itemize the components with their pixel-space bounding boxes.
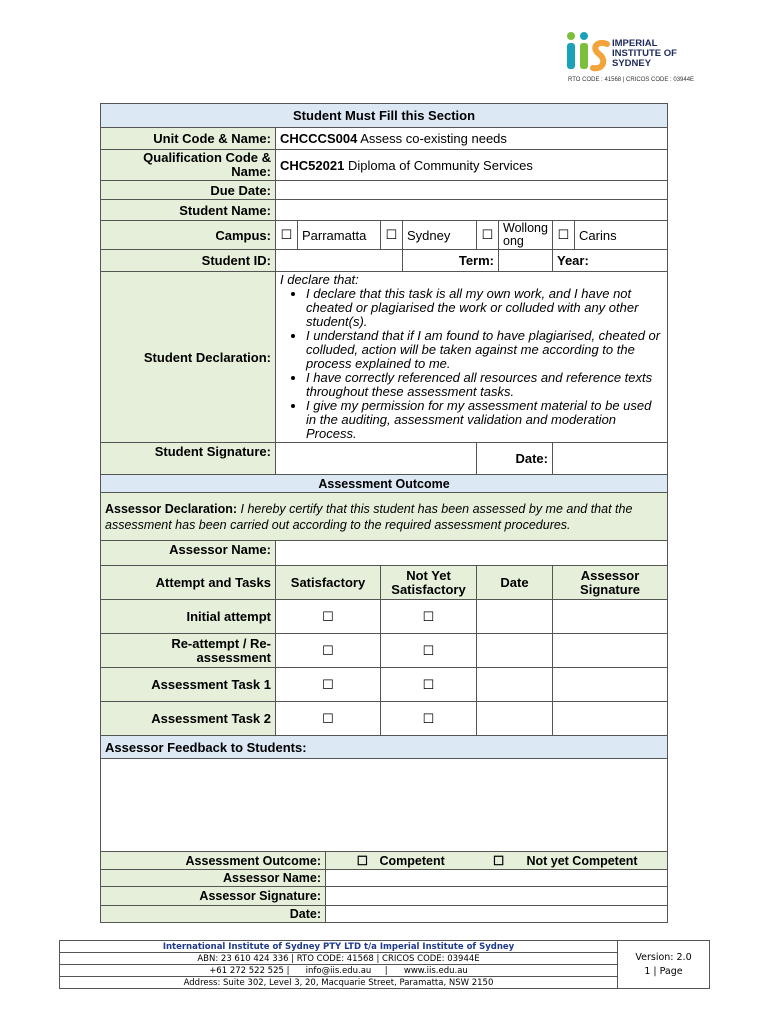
- qualification-value: [276, 150, 668, 181]
- student-id-label: Student ID:: [101, 250, 276, 272]
- unit-label: Unit Code & Name:: [101, 128, 276, 150]
- logo-codes: RTO CODE : 41568 | CRICOS CODE : 03944E: [568, 77, 695, 83]
- satisfactory-checkbox[interactable]: ☐: [276, 668, 381, 702]
- due-date-field[interactable]: [276, 181, 668, 200]
- campus-label: Campus:: [101, 221, 276, 250]
- assessor-name-label: Assessor Name:: [101, 541, 276, 566]
- attempt-signature-field[interactable]: [553, 668, 668, 702]
- attempt-tasks-header: Attempt and Tasks: [101, 566, 276, 600]
- declaration-intro: I declare that:: [280, 272, 359, 287]
- attempt-row-task-1: [101, 668, 668, 702]
- attempt-row-reattempt: [101, 634, 668, 668]
- attempt-row-label: Initial attempt: [101, 600, 276, 634]
- year-label: Year:: [557, 253, 589, 268]
- attempt-row-label: Re-attempt / Re-assessment: [101, 634, 276, 668]
- signature-date-label: Date:: [477, 443, 553, 475]
- unit-code: CHCCCS004: [280, 131, 358, 146]
- footer-abn: ABN: 23 610 424 336 | RTO CODE: 41568 | CRICOS CODE: 03944E: [60, 953, 618, 965]
- logo-line-2: INSTITUTE OF: [612, 48, 677, 59]
- student-signature-label: Student Signature:: [101, 443, 276, 475]
- student-form-table: [100, 103, 668, 855]
- due-date-label: Due Date:: [101, 181, 276, 200]
- attempt-row-label: Assessment Task 2: [101, 702, 276, 736]
- footer-address: Address: Suite 302, Level 3, 20, Macquarie Street, Paramatta, NSW 2150: [60, 977, 618, 989]
- attempt-signature-field[interactable]: [553, 702, 668, 736]
- footer-version: Version: 2.0: [635, 951, 692, 963]
- attempt-signature-field[interactable]: [553, 600, 668, 634]
- campus-sydney-label: Sydney: [403, 221, 477, 250]
- not-yet-satisfactory-checkbox[interactable]: ☐: [381, 634, 477, 668]
- form-title: Student Must Fill this Section: [101, 104, 668, 128]
- date-header: Date: [477, 566, 553, 600]
- unit-value: [276, 128, 668, 150]
- final-outcome-options: [326, 852, 668, 870]
- campus-wollongong-label: Wollongong: [499, 221, 553, 250]
- declaration-list: [280, 287, 663, 441]
- campus-carins-label: Carins: [575, 221, 668, 250]
- attempt-date-field[interactable]: [477, 634, 553, 668]
- attempt-signature-field[interactable]: [553, 634, 668, 668]
- student-name-field[interactable]: [276, 200, 668, 221]
- campus-parramatta-checkbox[interactable]: ☐: [276, 221, 298, 250]
- assessor-declaration-text: I hereby certify that this student has been assessed by me and that the assessment has been carried out according to the required assessment procedures.: [105, 501, 633, 532]
- final-assessor-name-field[interactable]: [326, 870, 668, 887]
- student-signature-field[interactable]: [276, 443, 477, 475]
- attempt-row-label: Assessment Task 1: [101, 668, 276, 702]
- signature-date-field[interactable]: [553, 443, 668, 475]
- declaration-item: • I declare that this task is all my own work, and I have not cheated or plagiarised the work or colluded with any other student(s).: [306, 287, 663, 329]
- satisfactory-checkbox[interactable]: ☐: [276, 702, 381, 736]
- assessor-name-field[interactable]: [276, 541, 668, 566]
- declaration-text: [276, 272, 668, 443]
- competent-checkbox[interactable]: ☐: [356, 854, 368, 868]
- footer-page-number: 1 | Page: [644, 965, 683, 977]
- not-yet-satisfactory-checkbox[interactable]: ☐: [381, 600, 477, 634]
- logo-line-1: IMPERIAL: [612, 38, 658, 49]
- assessor-declaration: [101, 493, 668, 541]
- final-date-label: Date:: [101, 906, 326, 923]
- year-row-cell: [553, 250, 668, 272]
- attempt-date-field[interactable]: [477, 668, 553, 702]
- campus-carins-checkbox[interactable]: ☐: [553, 221, 575, 250]
- qualification-code: CHC52021: [280, 157, 345, 173]
- final-outcome-label: Assessment Outcome:: [101, 852, 326, 870]
- assessor-feedback-label: Assessor Feedback to Students:: [101, 736, 668, 759]
- not-yet-satisfactory-header: Not Yet Satisfactory: [381, 566, 477, 600]
- final-date-field[interactable]: [326, 906, 668, 923]
- declaration-item: • I have correctly referenced all resources and reference texts throughout these assessment tasks.: [306, 371, 663, 399]
- footer-version-cell: [618, 941, 710, 989]
- final-assessor-signature-label: Assessor Signature:: [101, 887, 326, 906]
- qualification-name: Diploma of Community Services: [347, 157, 533, 173]
- campus-sydney-checkbox[interactable]: ☐: [381, 221, 403, 250]
- assessor-signature-header: Assessor Signature: [553, 566, 668, 600]
- satisfactory-checkbox[interactable]: ☐: [276, 634, 381, 668]
- term-label: Term:: [403, 250, 499, 272]
- declaration-item: • I give my permission for my assessment material to be used in the auditing, assessment validation and moderation Process.: [306, 399, 663, 441]
- declaration-item: • I understand that if I am found to have plagiarised, cheated or colluded, action will be taken against me according to the process explained to me.: [306, 329, 663, 371]
- assessor-feedback-field[interactable]: [101, 759, 668, 855]
- student-id-field[interactable]: [276, 250, 403, 272]
- competent-label: Competent: [379, 854, 445, 868]
- attempt-date-field[interactable]: [477, 702, 553, 736]
- satisfactory-checkbox[interactable]: ☐: [276, 600, 381, 634]
- final-assessor-name-label: Assessor Name:: [101, 870, 326, 887]
- student-name-label: Student Name:: [101, 200, 276, 221]
- final-assessor-signature-field[interactable]: [326, 887, 668, 906]
- campus-wollongong-checkbox[interactable]: ☐: [477, 221, 499, 250]
- campus-parramatta-label: Parramatta: [298, 221, 381, 250]
- assessment-outcome-header: Assessment Outcome: [101, 475, 668, 493]
- attempt-date-field[interactable]: [477, 600, 553, 634]
- logo-wordmark: [612, 39, 677, 69]
- footer-company: International Institute of Sydney PTY LTD t/a Imperial Institute of Sydney: [60, 941, 618, 953]
- not-yet-satisfactory-checkbox[interactable]: ☐: [381, 668, 477, 702]
- not-yet-competent-checkbox[interactable]: ☐: [492, 854, 505, 868]
- satisfactory-header: Satisfactory: [276, 566, 381, 600]
- final-outcome-table: [100, 851, 668, 923]
- unit-name: Assess co-existing needs: [360, 131, 507, 146]
- page-footer: [59, 940, 710, 989]
- declaration-label: Student Declaration:: [101, 272, 276, 443]
- logo-line-3: SYDNEY: [612, 58, 652, 69]
- not-yet-satisfactory-checkbox[interactable]: ☐: [381, 702, 477, 736]
- term-field[interactable]: [499, 250, 553, 272]
- attempt-row-task-2: [101, 702, 668, 736]
- footer-contact: +61 272 522 525 | info@iis.edu.au | www.iis.edu.au: [60, 965, 618, 977]
- not-yet-competent-label: Not yet Competent: [526, 854, 638, 868]
- assessor-declaration-label: Assessor Declaration:: [105, 501, 238, 516]
- attempt-row-initial: [101, 600, 668, 634]
- qualification-label: Qualification Code & Name:: [101, 150, 276, 181]
